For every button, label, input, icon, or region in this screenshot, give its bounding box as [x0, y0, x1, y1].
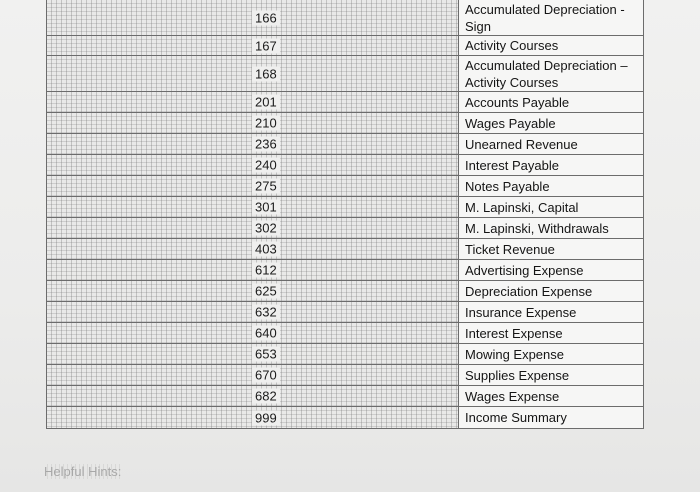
account-name-cell — [459, 302, 643, 322]
account-number: 670 — [252, 368, 280, 383]
account-number: 632 — [252, 305, 280, 320]
account-name: M. Lapinski, Capital — [465, 199, 579, 215]
account-number: 236 — [252, 137, 280, 152]
account-name: Activity Courses — [465, 38, 559, 53]
account-number-cell — [47, 113, 459, 133]
account-name: Interest Payable — [465, 157, 559, 173]
account-name: M. Lapinski, Withdrawals — [465, 220, 609, 236]
account-name: Insurance Expense — [465, 304, 577, 320]
account-number: 166 — [252, 10, 280, 25]
account-name: Wages Expense — [465, 388, 560, 404]
account-name: Notes Payable — [465, 178, 550, 194]
account-name-cell — [459, 218, 643, 238]
account-name-cell — [459, 56, 643, 91]
table-row — [47, 343, 643, 364]
table-row — [47, 217, 643, 238]
account-number: 403 — [252, 242, 280, 257]
account-name: Unearned Revenue — [465, 136, 578, 152]
account-number: 612 — [252, 263, 280, 278]
account-number-cell — [47, 155, 459, 175]
account-name-cell — [459, 36, 643, 55]
table-row — [47, 259, 643, 280]
table-row — [47, 91, 643, 112]
account-name-cell — [459, 239, 643, 259]
account-number-cell — [47, 407, 459, 428]
account-number-cell — [47, 323, 459, 343]
account-name-cell — [459, 344, 643, 364]
account-number-cell — [47, 56, 459, 91]
account-number-cell — [47, 302, 459, 322]
account-name-cell — [459, 365, 643, 385]
account-name: Mowing Expense — [465, 346, 564, 362]
account-name-cell — [459, 260, 643, 280]
account-name-cell — [459, 113, 643, 133]
account-number: 682 — [252, 389, 280, 404]
table-row — [47, 196, 643, 217]
account-number-cell — [47, 281, 459, 301]
account-number-cell — [47, 218, 459, 238]
table-row — [47, 238, 643, 259]
account-name: Accounts Payable — [465, 94, 570, 110]
account-number-cell — [47, 260, 459, 280]
table-row — [47, 322, 643, 343]
table-row — [47, 280, 643, 301]
account-name: Depreciation Expense — [465, 283, 593, 299]
account-name-cell — [459, 281, 643, 301]
account-number-cell — [47, 344, 459, 364]
table-row — [47, 35, 643, 55]
table-row — [47, 133, 643, 154]
account-number: 653 — [252, 347, 280, 362]
account-number: 275 — [252, 179, 280, 194]
account-name-cell — [459, 323, 643, 343]
account-number: 301 — [252, 200, 280, 215]
account-name-cell — [459, 386, 643, 406]
table-row — [47, 364, 643, 385]
account-number: 201 — [252, 95, 280, 110]
account-number-cell — [47, 239, 459, 259]
account-name-cell — [459, 197, 643, 217]
account-number: 210 — [252, 116, 280, 131]
table-row — [47, 154, 643, 175]
account-number-cell — [47, 176, 459, 196]
table-row — [47, 55, 643, 91]
account-name-cell — [459, 176, 643, 196]
account-number: 625 — [252, 284, 280, 299]
table-row — [47, 175, 643, 196]
account-number: 302 — [252, 221, 280, 236]
account-name-cell — [459, 134, 643, 154]
account-name: Accumulated Depreciation – Activity Courses — [465, 57, 628, 90]
account-number-cell — [47, 36, 459, 55]
table-row — [47, 385, 643, 406]
account-number-cell — [47, 0, 459, 35]
account-number: 168 — [252, 66, 280, 81]
account-number-cell — [47, 134, 459, 154]
account-name: Interest Expense — [465, 325, 563, 341]
account-number-cell — [47, 197, 459, 217]
account-number: 640 — [252, 326, 280, 341]
table-row — [47, 301, 643, 322]
account-number-cell — [47, 386, 459, 406]
account-number: 240 — [252, 158, 280, 173]
table-row — [47, 406, 643, 428]
account-name: Accumulated Depreciation - Sign — [465, 1, 625, 34]
account-name-cell — [459, 0, 643, 35]
account-number: 167 — [252, 38, 280, 53]
account-number: 999 — [252, 410, 280, 425]
account-number-cell — [47, 92, 459, 112]
account-number-cell — [47, 365, 459, 385]
account-name: Supplies Expense — [465, 367, 570, 383]
account-name-cell — [459, 92, 643, 112]
account-name-cell — [459, 407, 643, 428]
account-name: Income Summary — [465, 410, 567, 425]
account-name: Advertising Expense — [465, 262, 584, 278]
table-row — [47, 0, 643, 35]
account-name-cell — [459, 155, 643, 175]
chart-of-accounts-table — [46, 0, 644, 429]
helpful-hints-label: Helpful Hints: — [44, 464, 122, 479]
account-name: Ticket Revenue — [465, 241, 555, 257]
account-name: Wages Payable — [465, 115, 556, 131]
table-row — [47, 112, 643, 133]
